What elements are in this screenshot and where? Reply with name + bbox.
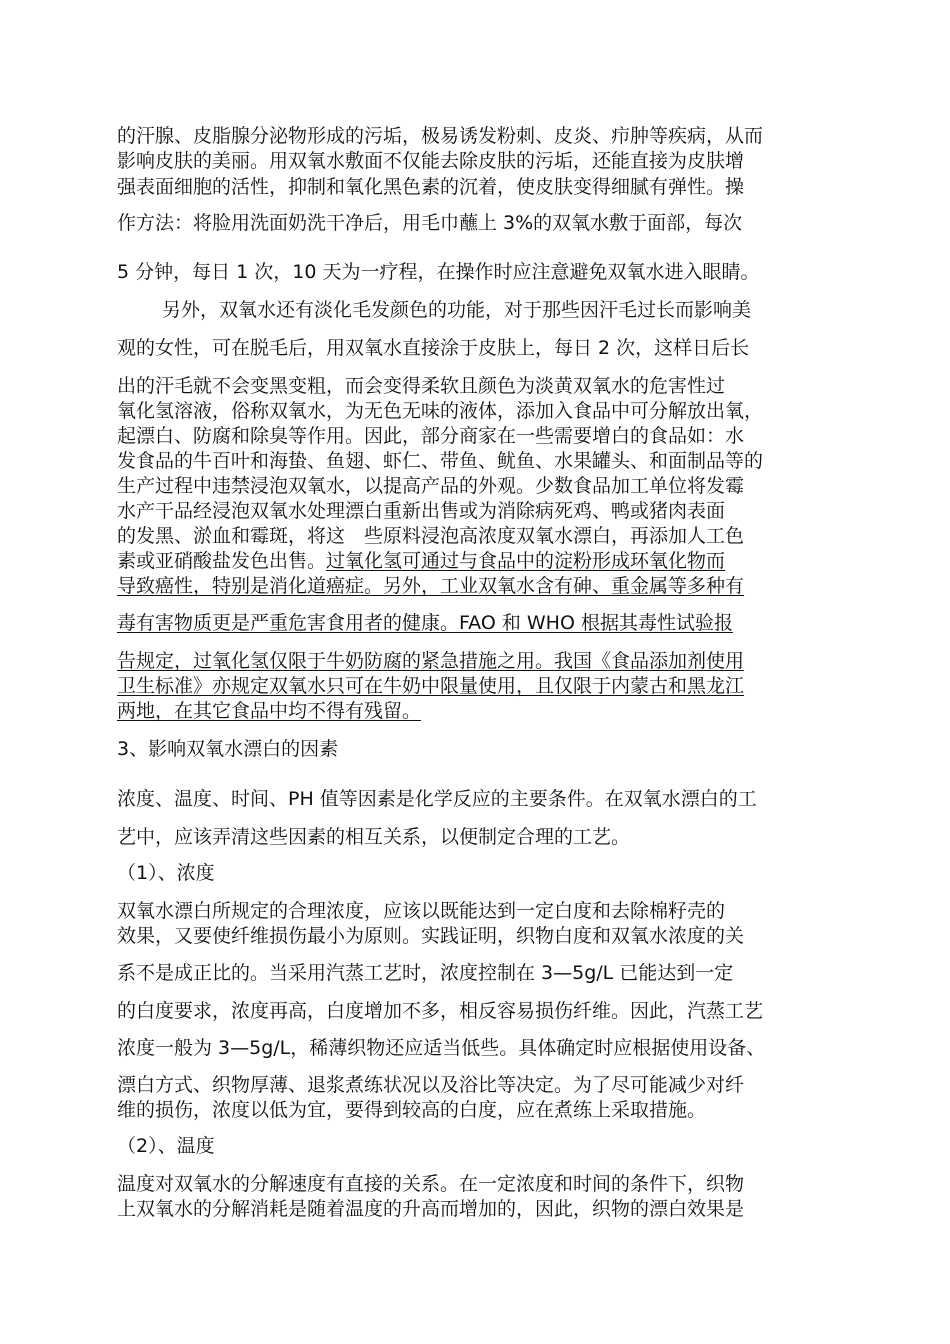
text-line: 素或亚硝酸盐发色出售。过氧化氢可通过与食品中的淀粉形成环氧化物而: [117, 550, 726, 572]
text-line: 起漂白、防腐和除臭等作用。因此，部分商家在一些需要增白的食品如：水: [117, 425, 745, 447]
text-line: 的白度要求，浓度再高，白度增加不多，相反容易损伤纤维。因此，汽蒸工艺: [117, 1000, 764, 1022]
text-line: 浓度一般为 3—5g/L，稀薄织物还应适当低些。具体确定时应根据使用设备、: [117, 1037, 766, 1059]
text-line-underlined: 两地，在其它食品中均不得有残留。: [117, 700, 422, 722]
subsection-heading: （1）、浓度: [117, 862, 215, 884]
text-line: 氧化氢溶液，俗称双氧水，为无色无味的液体，添加入食品中可分解放出氧，: [117, 400, 764, 422]
text-line-underlined: 毒有害物质更是严重危害食用者的健康。FAO 和 WHO 根据其毒性试验报: [117, 612, 733, 634]
text-line-underlined: 导致癌性，特别是消化道癌症。另外，工业双氧水含有砷、重金属等多种有: [117, 575, 745, 597]
text-line: 双氧水漂白所规定的合理浓度，应该以既能达到一定白度和去除棉籽壳的: [117, 900, 726, 922]
text-line-underlined: 告规定，过氧化氢仅限于牛奶防腐的紧急措施之用。我国《食品添加剂使用: [117, 650, 745, 672]
text-line: 维的损伤，浓度以低为宜，要得到较高的白度，应在煮练上采取措施。: [117, 1099, 707, 1121]
text-line: 出的汗毛就不会变黑变粗，而会变得柔软且颜色为淡黄双氧水的危害性过: [117, 375, 726, 397]
text-line: 漂白方式、织物厚薄、退浆煮练状况以及浴比等决定。为了尽可能减少对纤: [117, 1074, 745, 1096]
text-line: 作方法：将脸用洗面奶洗干净后，用毛巾蘸上 3%的双氧水敷于面部，每次: [117, 212, 743, 234]
text-line: 的汗腺、皮脂腺分泌物形成的污垢，极易诱发粉刺、皮炎、疖肿等疾病，从而: [117, 125, 764, 147]
text-line: 温度对双氧水的分解速度有直接的关系。在一定浓度和时间的条件下，织物: [117, 1173, 745, 1195]
text-line: 浓度、温度、时间、PH 值等因素是化学反应的主要条件。在双氧水漂白的工: [117, 788, 757, 810]
text-line: 另外，双氧水还有淡化毛发颜色的功能，对于那些因汗毛过长而影响美: [162, 299, 752, 321]
text-line: 艺中，应该弄清这些因素的相互关系，以便制定合理的工艺。: [117, 826, 631, 848]
text-line: 水产干品经浸泡双氧水处理漂白重新出售或为消除病死鸡、鸭或猪肉表面: [117, 500, 726, 522]
text-line: 发食品的牛百叶和海蛰、鱼翅、虾仁、带鱼、鱿鱼、水果罐头、和面制品等的: [117, 450, 764, 472]
text-line: 影响皮肤的美丽。用双氧水敷面不仅能去除皮肤的污垢，还能直接为皮肤增: [117, 150, 745, 172]
text-line: 5 分钟，每日 1 次，10 天为一疗程，在操作时应注意避免双氧水进入眼睛。: [117, 261, 760, 283]
section-heading: 3、影响双氧水漂白的因素: [117, 738, 339, 760]
text-line: 的发黑、淤血和霉斑，将这 些原料浸泡高浓度双氧水漂白，再添加人工色: [117, 525, 745, 547]
text-line: 效果，又要使纤维损伤最小为原则。实践证明，织物白度和双氧水浓度的关: [117, 925, 745, 947]
text-line: 强表面细胞的活性，抑制和氧化黑色素的沉着，使皮肤变得细腻有弹性。操: [117, 176, 745, 198]
subsection-heading: （2）、温度: [117, 1135, 215, 1157]
text-line: 生产过程中违禁浸泡双氧水，以提高产品的外观。少数食品加工单位将发霉: [117, 475, 745, 497]
text-line-underlined: 卫生标准》亦规定双氧水只可在牛奶中限量使用，且仅限于内蒙古和黑龙江: [117, 675, 745, 697]
text-line: 系不是成正比的。当采用汽蒸工艺时，浓度控制在 3—5g/L 已能达到一定: [117, 962, 734, 984]
text-line: 上双氧水的分解消耗是随着温度的升高而增加的，因此，织物的漂白效果是: [117, 1198, 745, 1220]
text-line: 观的女性，可在脱毛后，用双氧水直接涂于皮肤上，每日 2 次，这样日后长: [117, 337, 750, 359]
